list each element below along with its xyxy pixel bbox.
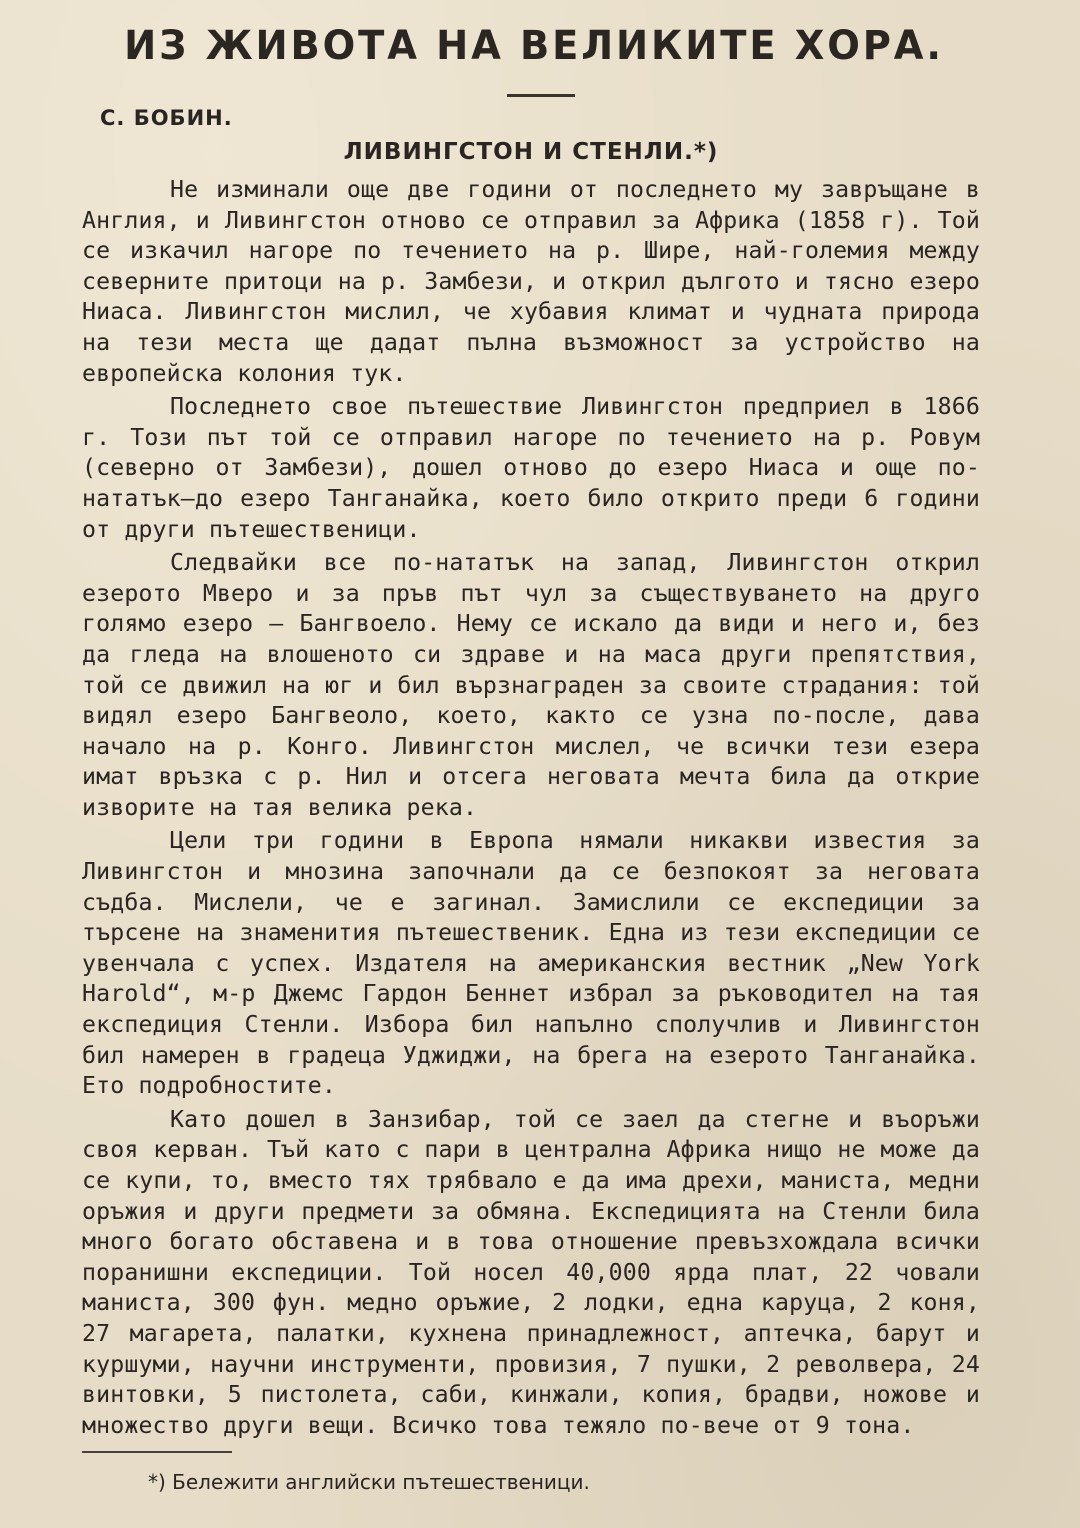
page-headline: ИЗ ЖИВОТА НА ВЕЛИКИТЕ ХОРА. bbox=[124, 23, 944, 69]
footnote: *) Бележити английски пътешественици. bbox=[148, 1470, 590, 1495]
paragraph: Не изминали още две години от последнето му завръщане в Англия, и Ливингстон отново се отправил за Африка (1858 г). Той се изкачил нагоре по течението на р. Шире, най-големия между северните притоци на р. Замбези, и открил дългото и тясно езеро Ниаса. Ливингстон мислил, че хубавия климат и чудната природа на тези места ще дадат пълна възможност за устройство на европейска колония тук. bbox=[82, 176, 980, 387]
article-body bbox=[82, 175, 980, 1441]
paragraph: Следвайки все по-нататък на запад, Ливингстон открил езерото Мверо и за пръв път чул за съществуването на друго голямо езеро — Бангвоело. Нему се искало да види и него и, без да гледа на влошеното си здраве и на маса други препятствия, той се движил на юг и бил вързнаграден за своите страдания: той видял езеро Бангвеоло, което, както се узна по-после, дава начало на р. Конго. Ливингстон мислел, че всички тези езера имат връзка с р. Нил и отсега неговата мечта била да открие изворите на тая велика река. bbox=[82, 549, 980, 821]
footnote-divider bbox=[82, 1451, 232, 1453]
title-divider bbox=[507, 94, 575, 97]
paragraph: Последнето свое пътешествие Ливингстон предприел в 1866 г. Този път той се отправил нагоре по течението на р. Ровум (северно от Замбези), дошел отново до езеро Ниаса и още по-нататък—до езеро Танганайка, което било открито преди 6 години от други пътешественици. bbox=[82, 393, 980, 543]
author-name: С. БОБИН. bbox=[100, 106, 233, 130]
article-title: ЛИВИНГСТОН И СТЕНЛИ.*) bbox=[343, 139, 719, 165]
paragraph: Като дошел в Занзибар, той се заел да стегне и въоръжи своя керван. Тъй като с пари в централна Африка нищо не може да се купи, то, вместо тях трябвало е да има дрехи, маниста, медни оръжия и други предмети за обмяна. Експедицията на Стенли била много богато обставена и в това отношение превъзхождала всички поранишни експедиции. Той носел 40,000 ярда плат, 22 човали маниста, 300 фун. медно оръжие, 2 лодки, една каруца, 2 коня, 27 магарета, палатки, кухнена принадлежност, аптечка, барут и куршуми, научни инструменти, провизия, 7 пушки, 2 револвера, 24 винтовки, 5 пистолета, саби, кинжали, копия, брадви, ножове и множество други вещи. Всичко това тежяло по-вече от 9 тона. bbox=[82, 1105, 980, 1439]
paragraph: Цели три години в Европа нямали никакви известия за Ливингстон и мнозина започнали да се безпокоят за неговата съдба. Мислели, че е загинал. Замислили се експедиции за търсене на знаменития пътешественик. Една из тези експедиции се увенчала с успех. Издателя на американския вестник „New York Harold“, м-р Джемс Гардон Беннет избрал за ръководител на тая експедиция Стенли. Избора бил напълно сполучлив и Ливингстон бил намерен в градеца Уджиджи, на брега на езерото Танганайка. Ето подробностите. bbox=[82, 827, 980, 1100]
